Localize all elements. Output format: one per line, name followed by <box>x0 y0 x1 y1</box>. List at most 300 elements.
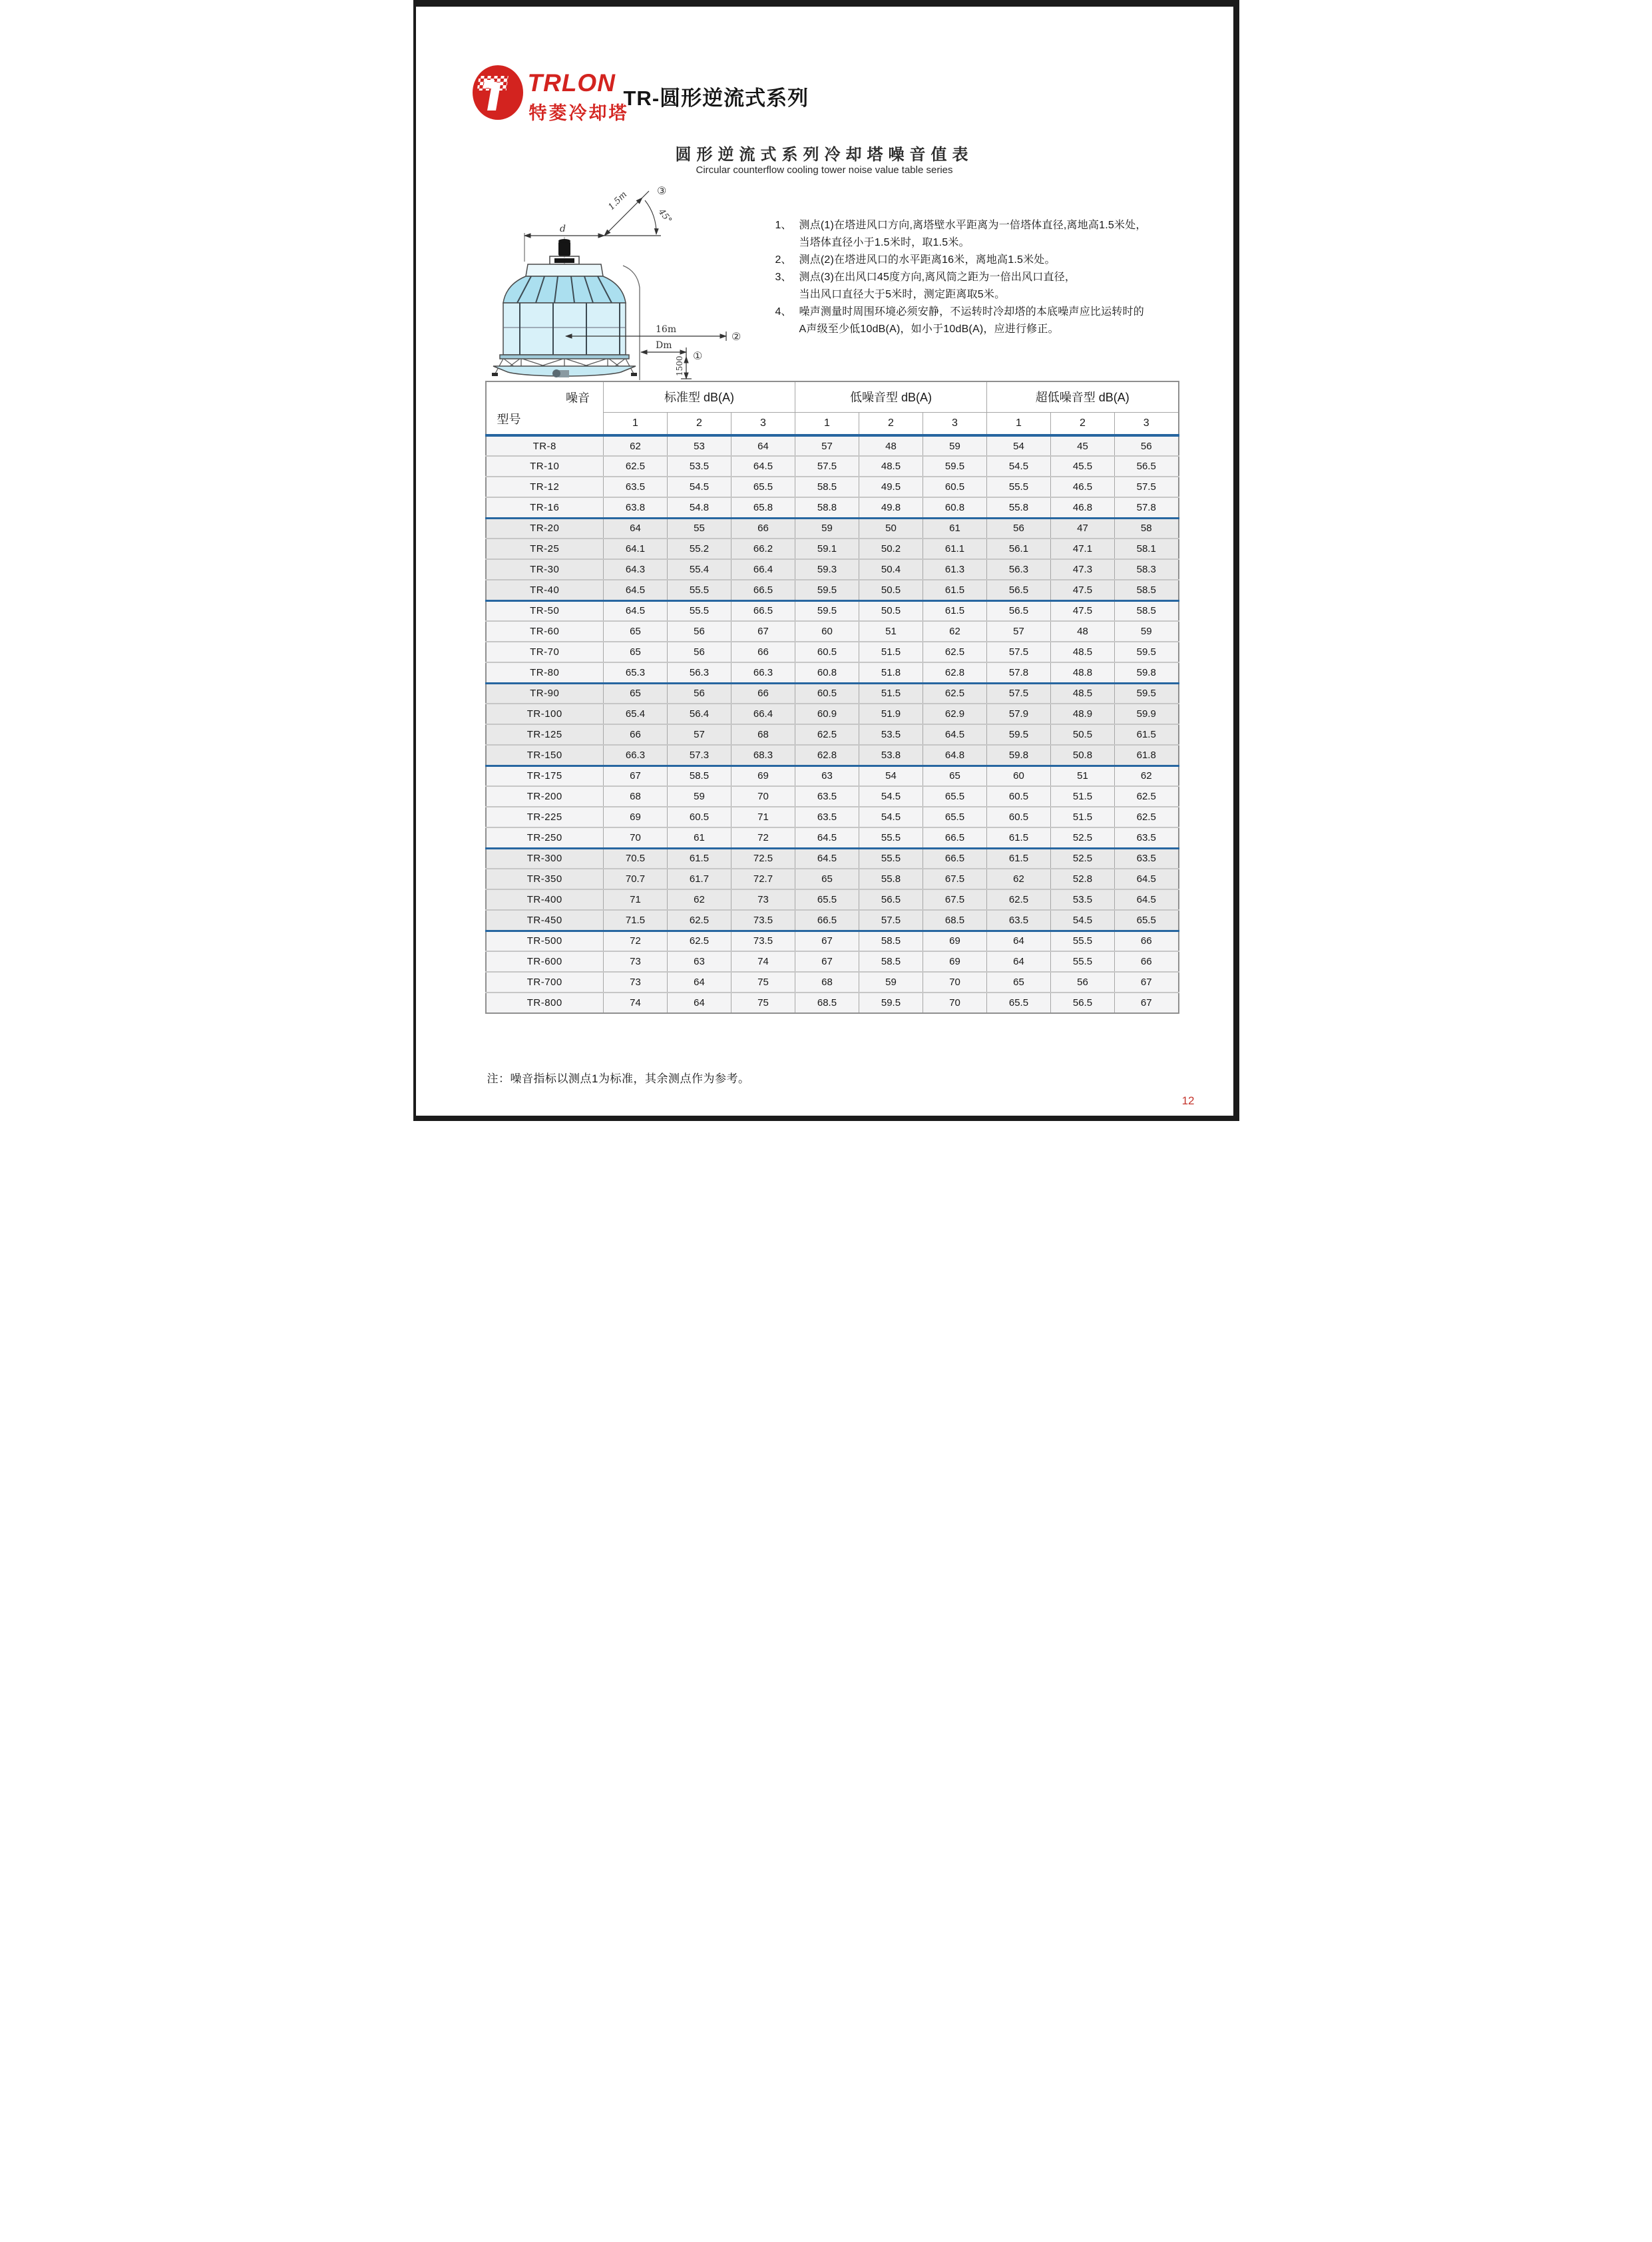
noise-value-cell: 61.5 <box>923 580 986 600</box>
table-row <box>486 951 1179 972</box>
noise-value-cell: 65 <box>603 642 667 662</box>
noise-value-cell: 64.5 <box>603 600 667 621</box>
model-cell: TR-40 <box>486 580 604 600</box>
noise-value-cell: 65 <box>603 683 667 704</box>
point-1-marker: ① <box>692 349 702 362</box>
noise-value-cell: 64 <box>731 435 795 456</box>
noise-value-cell: 60.8 <box>795 662 859 683</box>
noise-value-cell: 61.7 <box>667 869 731 889</box>
noise-value-cell: 66.4 <box>731 559 795 580</box>
noise-value-cell: 54 <box>859 766 923 786</box>
noise-value-cell: 61.8 <box>1114 745 1178 766</box>
noise-value-cell: 50.5 <box>859 580 923 600</box>
noise-value-cell: 65.5 <box>923 786 986 807</box>
noise-value-cell: 59.9 <box>1114 704 1178 724</box>
noise-value-cell: 64 <box>603 518 667 539</box>
noise-value-cell: 56.5 <box>986 600 1050 621</box>
noise-value-cell: 62.5 <box>923 683 986 704</box>
noise-value-cell: 59 <box>859 972 923 993</box>
noise-value-cell: 67 <box>1114 993 1178 1013</box>
noise-value-cell: 61.1 <box>923 539 986 559</box>
svg-text:d: d <box>559 224 566 234</box>
noise-value-cell: 59.5 <box>859 993 923 1013</box>
noise-value-cell: 65.8 <box>731 497 795 518</box>
noise-value-cell: 66.5 <box>731 600 795 621</box>
table-body <box>486 435 1179 1013</box>
measure-point-header: 2 <box>667 412 731 435</box>
note-line: 测点(3)在出风口45度方向,离风筒之距为一倍出风口直径， <box>799 272 1076 283</box>
noise-value-cell: 63.5 <box>603 477 667 497</box>
noise-value-cell: 64.5 <box>795 827 859 848</box>
noise-value-cell: 65.5 <box>986 993 1050 1013</box>
noise-value-cell: 68.5 <box>795 993 859 1013</box>
noise-value-cell: 60.9 <box>795 704 859 724</box>
measure-point-header: 3 <box>731 412 795 435</box>
measure-point-header: 2 <box>1050 412 1114 435</box>
noise-value-cell: 55.5 <box>859 827 923 848</box>
noise-value-cell: 66.4 <box>731 704 795 724</box>
noise-value-cell: 55.4 <box>667 559 731 580</box>
noise-value-cell: 71.5 <box>603 910 667 931</box>
noise-value-cell: 54.5 <box>667 477 731 497</box>
noise-value-cell: 73 <box>731 889 795 910</box>
model-cell: TR-30 <box>486 559 604 580</box>
noise-value-cell: 59 <box>795 518 859 539</box>
noise-value-cell: 70.5 <box>603 848 667 869</box>
note-item <box>775 269 1208 304</box>
noise-value-cell: 65.5 <box>923 807 986 827</box>
measure-point-header: 1 <box>795 412 859 435</box>
table-row <box>486 704 1179 724</box>
noise-value-cell: 58.5 <box>859 931 923 951</box>
noise-value-cell: 56 <box>667 642 731 662</box>
noise-value-cell: 64.5 <box>923 724 986 745</box>
noise-value-cell: 59.5 <box>795 580 859 600</box>
noise-value-cell: 53.5 <box>1050 889 1114 910</box>
noise-value-cell: 54.5 <box>859 807 923 827</box>
model-cell: TR-8 <box>486 435 604 456</box>
noise-value-cell: 74 <box>603 993 667 1013</box>
noise-value-cell: 64.5 <box>1114 889 1178 910</box>
noise-value-cell: 55 <box>667 518 731 539</box>
dimension-1500 <box>675 355 692 379</box>
noise-value-table <box>485 381 1179 1014</box>
noise-value-cell: 71 <box>731 807 795 827</box>
noise-value-cell: 65.3 <box>603 662 667 683</box>
model-cell: TR-90 <box>486 683 604 704</box>
model-cell: TR-175 <box>486 766 604 786</box>
table-row <box>486 827 1179 848</box>
noise-value-cell: 58.5 <box>795 477 859 497</box>
noise-value-cell: 66 <box>731 642 795 662</box>
model-cell: TR-50 <box>486 600 604 621</box>
model-cell: TR-250 <box>486 827 604 848</box>
noise-value-cell: 58.3 <box>1114 559 1178 580</box>
noise-value-cell: 51.5 <box>859 642 923 662</box>
noise-value-cell: 66 <box>731 683 795 704</box>
noise-value-cell: 56.3 <box>986 559 1050 580</box>
note-text <box>799 304 1208 338</box>
note-item <box>775 252 1208 269</box>
noise-value-cell: 59.8 <box>1114 662 1178 683</box>
noise-value-cell: 64.5 <box>603 580 667 600</box>
noise-value-cell: 59.3 <box>795 559 859 580</box>
noise-value-cell: 58.5 <box>667 766 731 786</box>
noise-value-cell: 50.8 <box>1050 745 1114 766</box>
svg-text:16m: 16m <box>655 324 676 335</box>
noise-value-cell: 64 <box>667 972 731 993</box>
noise-value-cell: 57.5 <box>986 683 1050 704</box>
noise-value-cell: 57 <box>986 621 1050 642</box>
point-3-marker: ③ <box>656 184 666 197</box>
noise-value-cell: 50.4 <box>859 559 923 580</box>
noise-value-cell: 55.8 <box>859 869 923 889</box>
noise-value-cell: 56.5 <box>1050 993 1114 1013</box>
noise-value-cell: 74 <box>731 951 795 972</box>
noise-value-cell: 62.5 <box>1114 807 1178 827</box>
noise-value-cell: 67.5 <box>923 889 986 910</box>
noise-value-cell: 57.8 <box>986 662 1050 683</box>
note-item <box>775 217 1208 252</box>
noise-value-cell: 54.8 <box>667 497 731 518</box>
noise-value-cell: 61.5 <box>986 827 1050 848</box>
noise-value-cell: 63 <box>667 951 731 972</box>
noise-value-cell: 65 <box>923 766 986 786</box>
noise-value-cell: 67 <box>603 766 667 786</box>
noise-value-cell: 66 <box>603 724 667 745</box>
noise-value-cell: 50 <box>859 518 923 539</box>
noise-value-cell: 67 <box>731 621 795 642</box>
noise-value-cell: 53 <box>667 435 731 456</box>
noise-value-cell: 59.8 <box>986 745 1050 766</box>
noise-value-cell: 66.5 <box>731 580 795 600</box>
model-cell: TR-80 <box>486 662 604 683</box>
noise-value-cell: 46.5 <box>1050 477 1114 497</box>
note-line: A声级至少低10dB(A)，如小于10dB(A)，应进行修正。 <box>799 324 1059 335</box>
noise-value-cell: 66.2 <box>731 539 795 559</box>
noise-value-cell: 62.5 <box>667 931 731 951</box>
noise-value-cell: 52.5 <box>1050 827 1114 848</box>
noise-value-cell: 64 <box>986 951 1050 972</box>
noise-value-cell: 62 <box>986 869 1050 889</box>
noise-value-cell: 62.9 <box>923 704 986 724</box>
noise-value-cell: 67 <box>795 951 859 972</box>
model-cell: TR-125 <box>486 724 604 745</box>
noise-value-cell: 51.5 <box>859 683 923 704</box>
noise-value-cell: 46.8 <box>1050 497 1114 518</box>
noise-value-cell: 54 <box>986 435 1050 456</box>
noise-value-cell: 71 <box>603 889 667 910</box>
noise-value-cell: 50.2 <box>859 539 923 559</box>
noise-value-cell: 73 <box>603 972 667 993</box>
note-text <box>799 252 1208 269</box>
noise-value-cell: 63.5 <box>986 910 1050 931</box>
noise-value-cell: 63 <box>795 766 859 786</box>
model-cell: TR-16 <box>486 497 604 518</box>
noise-value-cell: 55.5 <box>1050 931 1114 951</box>
noise-value-cell: 48.5 <box>1050 683 1114 704</box>
note-line: 当出风口直径大于5米时，测定距离取5米。 <box>799 289 1006 300</box>
model-cell: TR-150 <box>486 745 604 766</box>
noise-value-cell: 48 <box>1050 621 1114 642</box>
table-row <box>486 559 1179 580</box>
noise-value-cell: 56 <box>667 683 731 704</box>
noise-value-cell: 61 <box>923 518 986 539</box>
noise-value-cell: 50.5 <box>859 600 923 621</box>
noise-value-cell: 57.3 <box>667 745 731 766</box>
noise-value-cell: 68.3 <box>731 745 795 766</box>
measure-point-header: 3 <box>923 412 986 435</box>
noise-value-cell: 48.9 <box>1050 704 1114 724</box>
table-row <box>486 662 1179 683</box>
noise-value-cell: 54.5 <box>986 456 1050 477</box>
noise-value-cell: 57.5 <box>795 456 859 477</box>
noise-value-cell: 62 <box>667 889 731 910</box>
noise-value-cell: 69 <box>923 931 986 951</box>
table-corner-cell <box>486 381 604 435</box>
noise-value-cell: 67 <box>1114 972 1178 993</box>
model-cell: TR-700 <box>486 972 604 993</box>
noise-value-cell: 60.5 <box>923 477 986 497</box>
noise-value-cell: 72 <box>731 827 795 848</box>
cooling-tower-diagram <box>461 177 747 382</box>
noise-value-cell: 49.5 <box>859 477 923 497</box>
model-cell: TR-400 <box>486 889 604 910</box>
noise-value-cell: 55.5 <box>667 580 731 600</box>
trlon-logo-mark <box>473 65 523 120</box>
catalog-page <box>413 0 1239 1121</box>
noise-value-cell: 75 <box>731 972 795 993</box>
noise-value-cell: 45 <box>1050 435 1114 456</box>
noise-value-cell: 49.8 <box>859 497 923 518</box>
noise-value-cell: 62.5 <box>603 456 667 477</box>
noise-value-cell: 60 <box>795 621 859 642</box>
noise-value-cell: 60.5 <box>795 642 859 662</box>
noise-value-cell: 53.8 <box>859 745 923 766</box>
noise-value-cell: 58.5 <box>1114 580 1178 600</box>
noise-value-cell: 47.5 <box>1050 580 1114 600</box>
model-cell: TR-800 <box>486 993 604 1013</box>
noise-value-cell: 72.5 <box>731 848 795 869</box>
noise-value-cell: 47.5 <box>1050 600 1114 621</box>
noise-value-cell: 62.5 <box>986 889 1050 910</box>
noise-value-cell: 70.7 <box>603 869 667 889</box>
group-header: 超低噪音型 dB(A) <box>986 381 1178 412</box>
noise-value-cell: 73 <box>603 951 667 972</box>
water-basin <box>492 366 637 377</box>
noise-value-cell: 61.5 <box>667 848 731 869</box>
noise-value-cell: 62.5 <box>923 642 986 662</box>
svg-text:1500: 1500 <box>674 355 684 376</box>
noise-value-cell: 70 <box>923 993 986 1013</box>
noise-value-cell: 50.5 <box>1050 724 1114 745</box>
tower-body <box>500 264 629 359</box>
noise-value-cell: 53.5 <box>667 456 731 477</box>
noise-value-cell: 65.5 <box>1114 910 1178 931</box>
noise-value-cell: 63.5 <box>1114 827 1178 848</box>
noise-value-cell: 47 <box>1050 518 1114 539</box>
model-cell: TR-100 <box>486 704 604 724</box>
noise-value-cell: 48 <box>859 435 923 456</box>
noise-value-cell: 59 <box>923 435 986 456</box>
noise-value-cell: 62.5 <box>667 910 731 931</box>
note-number: 3、 <box>775 272 792 283</box>
noise-value-cell: 66.5 <box>923 848 986 869</box>
noise-value-cell: 69 <box>731 766 795 786</box>
noise-value-cell: 56.5 <box>1114 456 1178 477</box>
measure-point-header: 2 <box>859 412 923 435</box>
brand-name: TRLON <box>527 69 616 97</box>
noise-value-cell: 69 <box>603 807 667 827</box>
table-row <box>486 889 1179 910</box>
table-row <box>486 600 1179 621</box>
noise-value-cell: 66.5 <box>795 910 859 931</box>
noise-value-cell: 56.5 <box>859 889 923 910</box>
noise-value-cell: 55.5 <box>859 848 923 869</box>
noise-value-cell: 66.3 <box>731 662 795 683</box>
noise-value-cell: 55.5 <box>986 477 1050 497</box>
noise-value-cell: 57.5 <box>986 642 1050 662</box>
table-row <box>486 580 1179 600</box>
noise-value-cell: 51.8 <box>859 662 923 683</box>
noise-value-cell: 62.5 <box>795 724 859 745</box>
noise-value-cell: 59.5 <box>1114 683 1178 704</box>
noise-value-cell: 57 <box>795 435 859 456</box>
note-line: 当塔体直径小于1.5米时，取1.5米。 <box>799 237 970 248</box>
noise-value-cell: 60.8 <box>923 497 986 518</box>
point-2-marker: ② <box>731 330 741 343</box>
noise-value-cell: 59 <box>1114 621 1178 642</box>
noise-value-cell: 72.7 <box>731 869 795 889</box>
model-cell: TR-70 <box>486 642 604 662</box>
noise-value-cell: 65.5 <box>795 889 859 910</box>
brand-name-cn: 特菱冷却塔 <box>528 103 629 123</box>
table-row <box>486 766 1179 786</box>
noise-value-cell: 65 <box>603 621 667 642</box>
svg-text:45°: 45° <box>656 207 674 226</box>
trlon-logo <box>473 65 523 120</box>
note-number: 1、 <box>775 220 792 231</box>
noise-value-cell: 61.5 <box>1114 724 1178 745</box>
page-title-en: Circular counterflow cooling tower noise value table series <box>696 164 953 176</box>
noise-value-cell: 68 <box>795 972 859 993</box>
noise-value-cell: 66 <box>1114 931 1178 951</box>
table-row <box>486 497 1179 518</box>
noise-value-cell: 64.3 <box>603 559 667 580</box>
table-row <box>486 910 1179 931</box>
noise-value-cell: 58 <box>1114 518 1178 539</box>
noise-value-cell: 52.8 <box>1050 869 1114 889</box>
model-cell: TR-350 <box>486 869 604 889</box>
noise-value-cell: 61.5 <box>923 600 986 621</box>
noise-value-cell: 64.8 <box>923 745 986 766</box>
noise-value-cell: 51.5 <box>1050 786 1114 807</box>
table-row <box>486 621 1179 642</box>
noise-value-cell: 63.5 <box>1114 848 1178 869</box>
noise-value-cell: 59.5 <box>923 456 986 477</box>
noise-value-cell: 55.8 <box>986 497 1050 518</box>
model-cell: TR-300 <box>486 848 604 869</box>
noise-value-cell: 53.5 <box>859 724 923 745</box>
noise-value-cell: 67.5 <box>923 869 986 889</box>
noise-value-cell: 55.5 <box>667 600 731 621</box>
noise-value-cell: 60.5 <box>986 786 1050 807</box>
note-text <box>799 217 1208 252</box>
noise-value-cell: 65.5 <box>731 477 795 497</box>
noise-value-cell: 64.5 <box>731 456 795 477</box>
noise-value-cell: 57 <box>667 724 731 745</box>
table-row <box>486 724 1179 745</box>
table-row <box>486 807 1179 827</box>
noise-value-cell: 62 <box>603 435 667 456</box>
measure-point-header: 1 <box>603 412 667 435</box>
noise-value-cell: 62.8 <box>923 662 986 683</box>
table-row <box>486 972 1179 993</box>
noise-value-cell: 59.5 <box>795 600 859 621</box>
noise-value-cell: 68 <box>603 786 667 807</box>
noise-value-cell: 47.1 <box>1050 539 1114 559</box>
noise-value-cell: 60.5 <box>667 807 731 827</box>
noise-value-cell: 59.5 <box>1114 642 1178 662</box>
model-cell: TR-20 <box>486 518 604 539</box>
noise-value-cell: 56 <box>1114 435 1178 456</box>
noise-value-cell: 67 <box>795 931 859 951</box>
noise-value-cell: 56 <box>667 621 731 642</box>
svg-text:1.5m: 1.5m <box>606 189 629 212</box>
noise-value-cell: 60.5 <box>986 807 1050 827</box>
noise-value-cell: 66.5 <box>923 827 986 848</box>
noise-value-cell: 73.5 <box>731 931 795 951</box>
noise-value-cell: 51 <box>859 621 923 642</box>
noise-value-cell: 70 <box>603 827 667 848</box>
model-cell: TR-600 <box>486 951 604 972</box>
noise-value-cell: 60 <box>986 766 1050 786</box>
noise-value-cell: 70 <box>731 786 795 807</box>
table-row <box>486 786 1179 807</box>
noise-value-cell: 57.9 <box>986 704 1050 724</box>
noise-value-cell: 61.5 <box>986 848 1050 869</box>
noise-value-cell: 45.5 <box>1050 456 1114 477</box>
noise-value-cell: 51.5 <box>1050 807 1114 827</box>
noise-value-cell: 56.4 <box>667 704 731 724</box>
noise-value-cell: 65 <box>986 972 1050 993</box>
model-cell: TR-450 <box>486 910 604 931</box>
noise-value-cell: 63.5 <box>795 807 859 827</box>
corner-label-model: 型号 <box>497 413 521 426</box>
noise-value-cell: 51 <box>1050 766 1114 786</box>
note-line: 测点(2)在塔进风口的水平距离16米，离地高1.5米处。 <box>799 254 1056 266</box>
group-header: 低噪音型 dB(A) <box>795 381 986 412</box>
dimension-45deg <box>604 184 674 236</box>
noise-value-cell: 61.3 <box>923 559 986 580</box>
noise-value-cell: 61 <box>667 827 731 848</box>
noise-value-cell: 48.5 <box>859 456 923 477</box>
table-row <box>486 435 1179 456</box>
page-title: 圆形逆流式系列冷却塔噪音值表 <box>675 146 974 164</box>
noise-value-cell: 52.5 <box>1050 848 1114 869</box>
model-cell: TR-10 <box>486 456 604 477</box>
table-row <box>486 869 1179 889</box>
table-row <box>486 848 1179 869</box>
noise-value-cell: 63.8 <box>603 497 667 518</box>
noise-value-cell: 64.5 <box>795 848 859 869</box>
group-header: 标准型 dB(A) <box>603 381 795 412</box>
noise-value-cell: 48.8 <box>1050 662 1114 683</box>
noise-value-cell: 55.2 <box>667 539 731 559</box>
measure-point-header: 3 <box>1114 412 1178 435</box>
noise-value-cell: 64.1 <box>603 539 667 559</box>
table-row <box>486 683 1179 704</box>
